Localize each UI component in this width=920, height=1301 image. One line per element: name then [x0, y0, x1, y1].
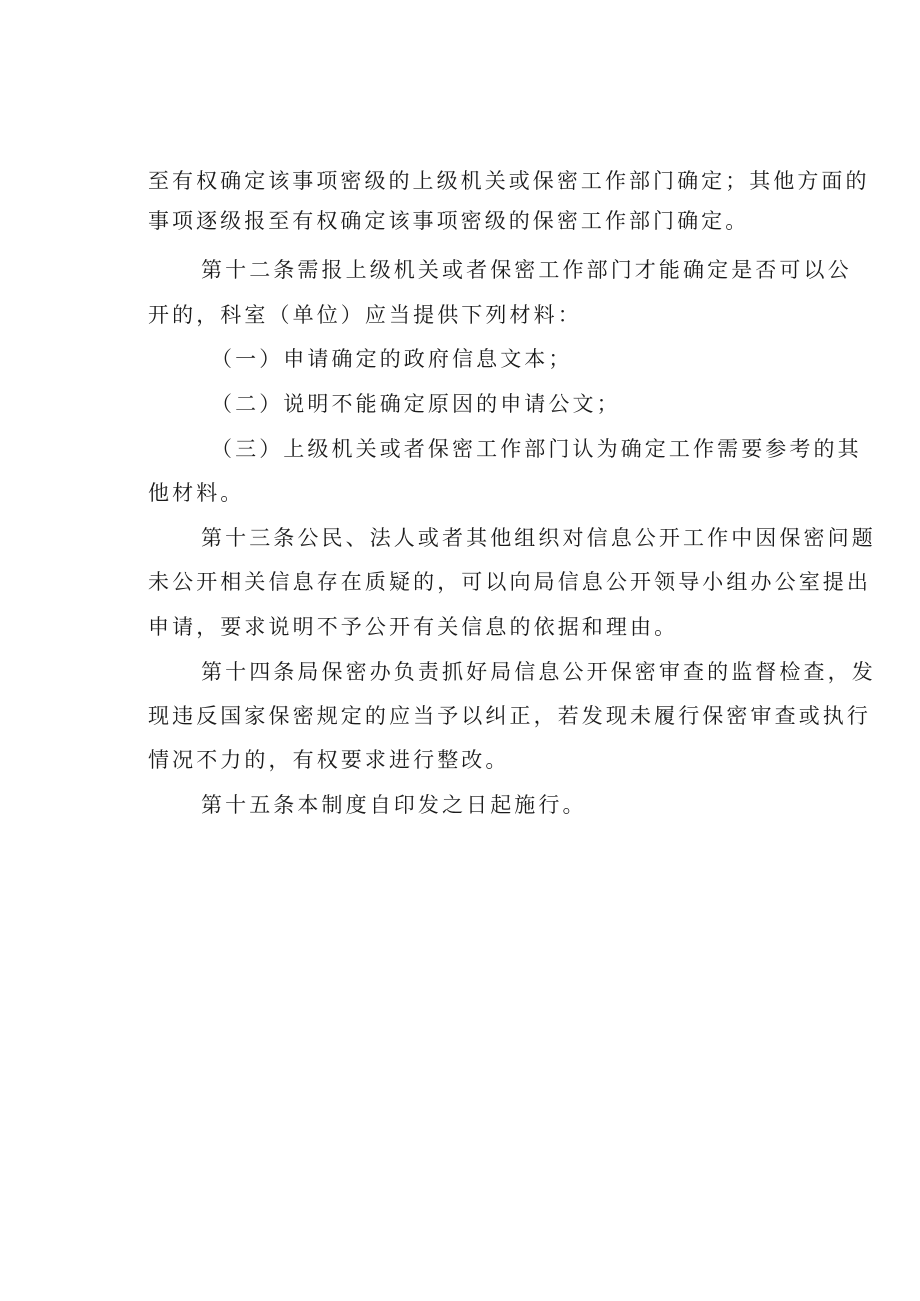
article-14-heading-line: 第十四条局保密办负责抓好局信息公开保密审查的监督检查，发: [201, 660, 876, 684]
text-line-1: 至有权确定该事项密级的上级机关或保密工作部门确定；其他方面的: [148, 169, 870, 193]
text-line-13: 现违反国家保密规定的应当予以纠正，若发现未履行保密审查或执行: [148, 704, 871, 728]
text-line-2: 事项逐级报至有权确定该事项密级的保密工作部门确定。: [148, 209, 750, 233]
list-item-1: （一）申请确定的政府信息文本；: [211, 347, 573, 371]
text-line-10: 未公开相关信息存在质疑的，可以向局信息公开领导小组办公室提出: [148, 570, 871, 594]
article-12-heading-line: 第十二条需报上级机关或者保密工作部门才能确定是否可以公: [201, 258, 852, 282]
article-15-heading-line: 第十五条本制度自印发之日起施行。: [201, 793, 587, 817]
text-line-4: 开的，科室（单位）应当提供下列材料：: [148, 303, 582, 327]
text-line-11: 申请，要求说明不予公开有关信息的依据和理由。: [148, 615, 679, 639]
article-13-heading-line: 第十三条公民、法人或者其他组织对信息公开工作中因保密问题: [201, 526, 876, 550]
text-line-8: 他材料。: [148, 481, 245, 505]
text-line-14: 情况不力的，有权要求进行整改。: [148, 748, 510, 772]
list-item-2: （二）说明不能确定原因的申请公文；: [211, 392, 621, 416]
list-item-3: （三）上级机关或者保密工作部门认为确定工作需要参考的其: [211, 437, 862, 461]
